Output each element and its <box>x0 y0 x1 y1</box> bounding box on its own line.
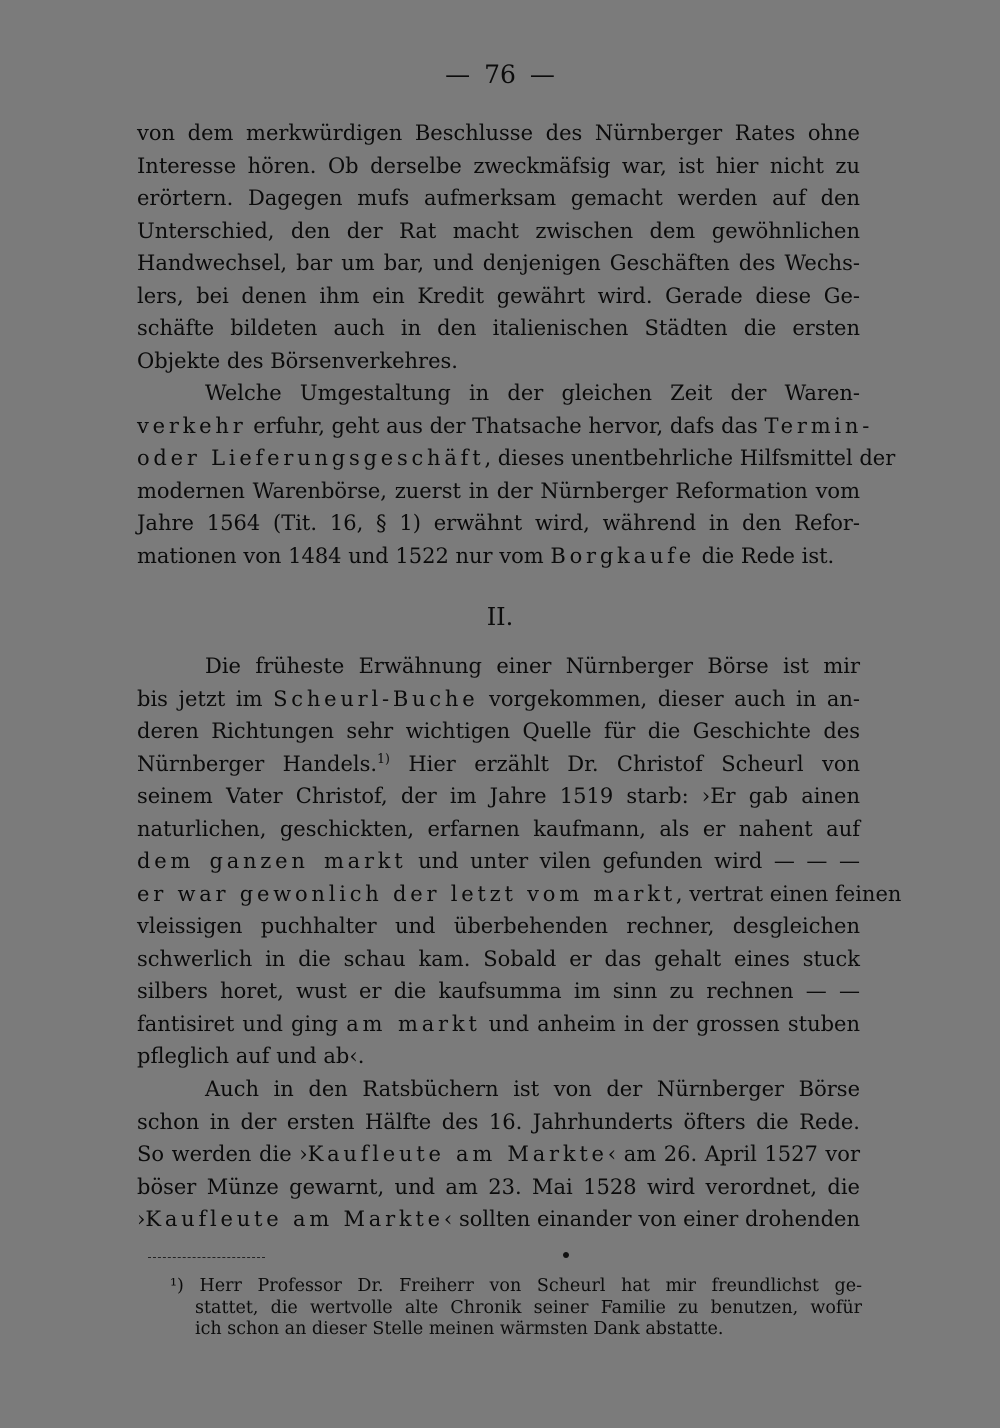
spaced-term: Kaufleute am Markte <box>145 1207 444 1231</box>
text-line: von dem merkwürdigen Beschlusse des Nürnberger Rates ohne <box>137 121 860 145</box>
page-number-value: 76 <box>484 60 516 89</box>
text-line <box>137 748 860 781</box>
text-line <box>137 683 860 716</box>
text-line <box>137 845 860 878</box>
text-span: , dieses unentbehrliche Hilfsmittel der <box>484 446 896 470</box>
text-span: › <box>137 1207 146 1231</box>
text-line <box>137 878 902 911</box>
text-line: Auch in den Ratsbüchern ist von der Nürnberger Börse <box>205 1077 860 1101</box>
text-line: Jahre 1564 (Tit. 16, § 1) erwähnt wird, während in den Refor- <box>137 511 860 535</box>
text-line: modernen Warenbörse, zuerst in der Nürnberger Reformation vom <box>137 478 860 503</box>
text-span: erfuhr, geht aus der Thatsache hervor, dafs das <box>246 413 765 438</box>
spaced-term: oder Lieferungsgeschäft <box>137 446 485 470</box>
footnote-separator <box>148 1257 265 1258</box>
footnote <box>170 1276 862 1341</box>
text-line: schon in der ersten Hälfte des 16. Jahrhunderts öfters die Rede. <box>137 1109 860 1134</box>
text-line: Unterschied, den der Rat macht zwischen dem gewöhnlichen <box>137 218 860 243</box>
paragraph-4 <box>137 1073 860 1236</box>
text-span: Herr Professor Dr. Freiherr von Scheurl hat mir freundlichst ge- <box>183 1276 862 1296</box>
text-span: und anheim in der grossen stuben <box>480 1011 860 1036</box>
text-line: pfleglich auf und ab‹. <box>137 1044 365 1068</box>
text-line: Interesse hören. Ob derselbe zweckmäfsig war, ist hier nicht zu <box>137 153 860 178</box>
page-number-dash-right: — <box>529 60 555 89</box>
footnote-reference[interactable]: 1) <box>377 750 390 766</box>
text-span: bis jetzt im <box>137 686 274 711</box>
text-line: silbers horet, wust er die kaufsumma im sinn zu rechnen — — <box>137 979 860 1003</box>
text-line <box>137 410 874 443</box>
page-number <box>0 60 1000 89</box>
text-line <box>137 1203 860 1236</box>
text-span: ‹ sollten einander von einer drohenden <box>443 1207 860 1231</box>
spaced-term: er war gewonlich der letzt vom markt <box>137 881 676 906</box>
spaced-term: Borgkaufe <box>550 543 695 568</box>
spaced-term: dem ganzen markt <box>137 849 407 873</box>
paragraph-1 <box>137 117 860 377</box>
text-line: vleissigen puchhalter und überbehenden rechner, desgleichen <box>137 914 860 938</box>
paragraph-3 <box>137 650 902 1073</box>
text-line <box>137 1008 860 1041</box>
text-line: Handwechsel, bar um bar, und denjenigen Geschäften des Wechs- <box>137 251 860 275</box>
text-span: ‹ am 26. April 1527 vor <box>607 1142 860 1166</box>
text-line: Die früheste Erwähnung einer Nürnberger Börse ist mir <box>205 654 860 678</box>
text-span: Nürnberger Handels. <box>137 751 378 776</box>
spaced-term: Scheurl-Buche <box>273 686 479 711</box>
footnote-line <box>170 1276 862 1298</box>
footnote-line: stattet, die wertvolle alte Chronik seiner Familie zu benutzen, wofür <box>195 1297 862 1318</box>
spaced-term: Termin- <box>764 413 874 438</box>
text-span: und unter vilen gefunden wird — — — <box>406 849 860 873</box>
text-line: böser Münze gewarnt, und am 23. Mai 1528 wird verordnet, die <box>137 1174 860 1199</box>
page-number-dash-left: — <box>445 60 471 89</box>
text-line: schwerlich in die schau kam. Sobald er das gehalt eines stuck <box>137 946 860 971</box>
text-line: Objekte des Börsenverkehres. <box>137 348 458 373</box>
text-span: die Rede ist. <box>694 543 835 568</box>
spaced-term: Kaufleute am Markte <box>307 1142 608 1166</box>
footnote-marker: ¹) <box>170 1276 184 1296</box>
text-line: deren Richtungen sehr wichtigen Quelle für die Geschichte des <box>137 719 860 743</box>
text-line: lers, bei denen ihm ein Kredit gewährt wird. Gerade diese Ge- <box>137 283 860 308</box>
text-line: schäfte bildeten auch in den italienischen Städten die ersten <box>137 316 860 340</box>
ink-dot <box>563 1252 569 1258</box>
text-span: mationen von 1484 und 1522 nur vom <box>137 543 551 568</box>
text-line <box>137 442 896 475</box>
spaced-term: am markt <box>346 1011 481 1036</box>
text-span: fantisiret und ging <box>137 1011 347 1036</box>
footnote-line: ich schon an dieser Stelle meinen wärmsten Dank abstatte. <box>195 1319 724 1339</box>
text-line <box>137 540 860 573</box>
text-span: , vertrat einen feinen <box>675 881 902 906</box>
text-line: seinem Vater Christof, der im Jahre 1519 starb: ›Er gab ainen <box>137 784 860 808</box>
text-span: Hier erzählt Dr. Christof Scheurl von <box>389 751 860 776</box>
text-line: Welche Umgestaltung in der gleichen Zeit der Waren- <box>205 381 860 405</box>
text-span: So werden die › <box>137 1142 308 1166</box>
spaced-term: verkehr <box>137 413 247 438</box>
section-heading: II. <box>486 603 514 631</box>
text-line: naturlichen, geschickten, erfarnen kaufmann, als er nahent auf <box>137 816 860 841</box>
paragraph-2 <box>137 377 896 572</box>
text-span: vorgekommen, dieser auch in an- <box>478 686 860 711</box>
text-line <box>137 1138 860 1171</box>
text-line: erörtern. Dagegen mufs aufmerksam gemacht werden auf den <box>137 186 860 210</box>
